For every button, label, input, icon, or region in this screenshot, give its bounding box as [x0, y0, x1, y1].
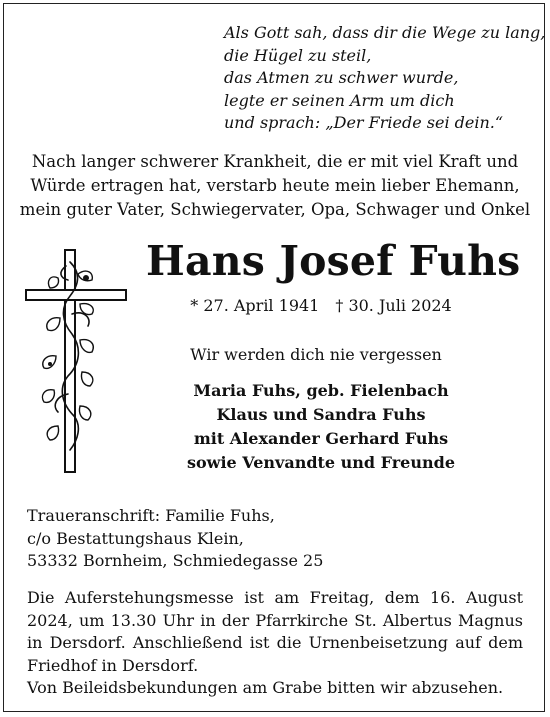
mourner-line: mit Alexander Gerhard Fuhs: [193, 429, 449, 448]
mourner-line: Klaus und Sandra Fuhs: [216, 405, 426, 424]
condolence-note: Von Beileidsbekundungen am Grabe bitten wir abzusehen.: [27, 678, 504, 697]
address-line: Traueranschrift: Familie Fuhs,: [27, 506, 275, 525]
intro-line: mein guter Vater, Schwiegervater, Opa, Schwager und Onkel: [19, 200, 531, 219]
intro-line: Nach langer schwerer Krankheit, die er mit viel Kraft und: [31, 152, 519, 171]
farewell-line: Wir werden dich nie vergessen: [190, 345, 442, 364]
service-details: Die Auferstehungsmesse ist am Freitag, dem 16. August 2024, um 13.30 Uhr in der Pfarrkirche St. Albertus Magnus in Dersdorf. Anschließend ist die Urnenbeisetzung auf dem Friedhof in Dersdorf.: [27, 588, 523, 675]
intro-text: [0, 150, 550, 222]
address-line: 53332 Bornheim, Schmiedegasse 25: [27, 551, 324, 570]
deceased-name: Hans Josef Fuhs: [146, 237, 521, 285]
poem-line: und sprach: „Der Friede sei dein.“: [224, 113, 504, 132]
cross-with-vine-icon: [20, 244, 130, 476]
mourner-line: sowie Venvandte und Freunde: [186, 453, 455, 472]
address-line: c/o Bestattungshaus Klein,: [27, 528, 244, 548]
birth-date: * 27. April 1941: [190, 296, 320, 315]
poem-line: legte er seinen Arm um dich: [224, 90, 455, 110]
poem-line: Als Gott sah, dass dir die Wege zu lang,: [224, 23, 546, 42]
mourner-line: Maria Fuhs, geb. Fielenbach: [193, 381, 449, 400]
mourning-address: [27, 505, 527, 573]
life-dates: [186, 296, 456, 315]
poem-line: das Atmen zu schwer wurde,: [224, 68, 459, 87]
intro-line: Würde ertragen hat, verstarb heute mein lieber Ehemann,: [30, 176, 520, 195]
mourners-list: [146, 379, 496, 475]
poem-line: die Hügel zu steil,: [224, 45, 372, 65]
service-notice: [27, 587, 523, 700]
poem: [224, 22, 544, 135]
death-date: † 30. Juli 2024: [335, 296, 452, 315]
